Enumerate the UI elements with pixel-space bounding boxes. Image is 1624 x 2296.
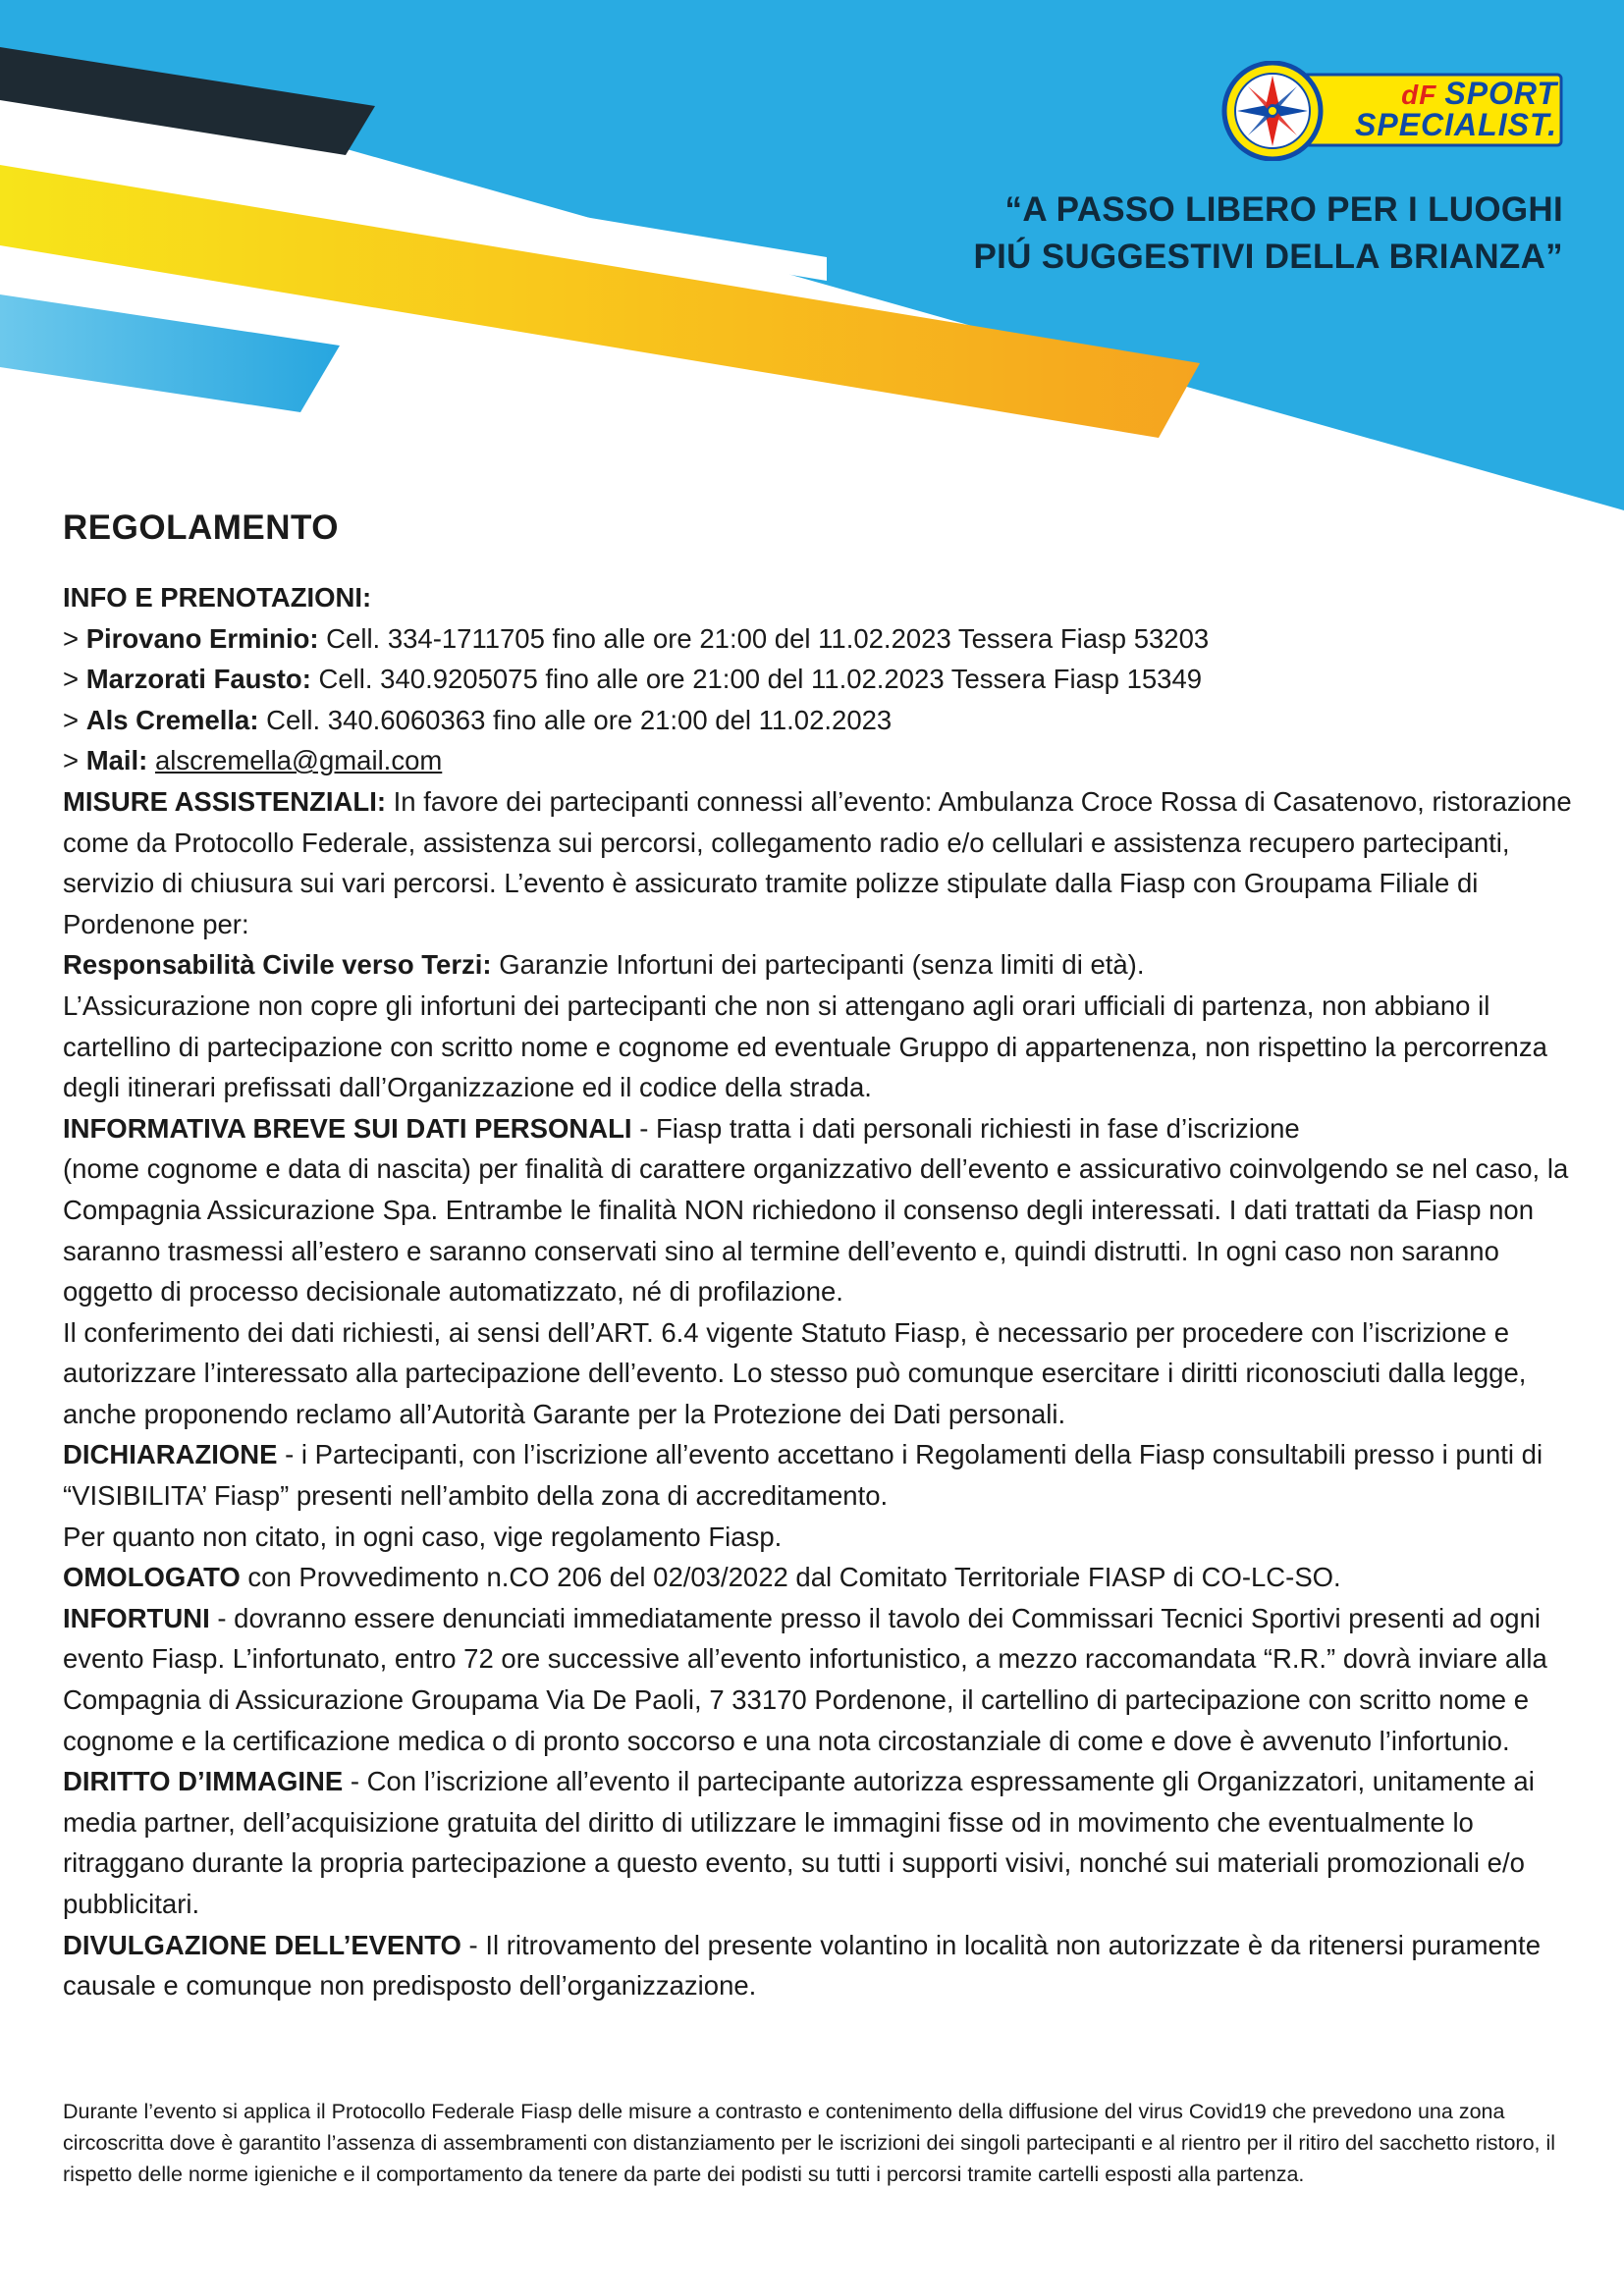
non-citato-paragraph: Per quanto non citato, in ogni caso, vige regolamento Fiasp. bbox=[63, 1521, 783, 1552]
assicurazione-paragraph: L’Assicurazione non copre gli infortuni dei partecipanti che non si attengano agli orari ufficiali di partenza, non abbiano il cartellino di partecipazione con scritto nome e cognome ed eventuale Gruppo di appartenenza, non rispettino la percorrenza degli itinerari prefissati dall’Organizzazione ed il codice della strada. bbox=[63, 989, 1547, 1103]
divulgazione-paragraph: DIVULGAZIONE DELL’EVENTO - Il ritrovamento del presente volantino in località non autorizzate è da ritenersi puramente causale e comunque non predisposto dell’organizzazione. bbox=[63, 1929, 1541, 2002]
dichiarazione-paragraph: DICHIARAZIONE - i Partecipanti, con l’iscrizione all’evento accettano i Regolamenti della Fiasp consultabili presso i punti di “VISIBILITA’ Fiasp” presenti nell’ambito della zona di accreditamento. bbox=[63, 1439, 1543, 1512]
slogan bbox=[817, 187, 1563, 281]
sport-specialist-logo bbox=[1216, 61, 1563, 161]
banner-lightblue-stripe bbox=[0, 294, 340, 412]
logo-line1: SPORT bbox=[1444, 76, 1557, 111]
informativa-paragraph-2: (nome cognome e data di nascita) per finalità di carattere organizzativo dell’evento e assicurativo coinvolgendo se nel caso, la Compagnia Assicurazione Spa. Entrambe le finalità NON richiedono il consenso degli interessati. I dati trattati da Fiasp non saranno trasmessi all’estero e saranno conservati sino al termine dell’evento e, quindi distrutti. In ogni caso non saranno oggetto di processo decisionale automatizzato, né di profilazione. bbox=[63, 1153, 1569, 1308]
contact-line: > Pirovano Erminio: Cell. 334-1711705 fino alle ore 21:00 del 11.02.2023 Tessera Fiasp 53203 bbox=[63, 622, 1210, 654]
mail-line: > Mail: alscremella@gmail.com bbox=[63, 745, 443, 776]
omologato-paragraph: OMOLOGATO con Provvedimento n.CO 206 del 02/03/2022 dal Comitato Territoriale FIASP di CO-LC-SO. bbox=[63, 1562, 1341, 1593]
slogan-line2: PIÚ SUGGESTIVI DELLA BRIANZA” bbox=[973, 238, 1563, 276]
responsabilita-paragraph: Responsabilità Civile verso Terzi: Garanzie Infortuni dei partecipanti (senza limiti di età). bbox=[63, 949, 1145, 981]
slogan-line1: “A PASSO LIBERO PER I LUOGHI bbox=[1004, 190, 1563, 229]
logo-line2: SPECIALIST. bbox=[1355, 107, 1557, 142]
page-title: REGOLAMENTO bbox=[63, 508, 339, 547]
mail-link[interactable]: alscremella@gmail.com bbox=[154, 745, 443, 776]
regulation-body bbox=[63, 577, 1575, 2006]
conferimento-paragraph: Il conferimento dei dati richiesti, ai sensi dell’ART. 6.4 vigente Statuto Fiasp, è necessario per procedere con l’iscrizione e autorizzare l’interessato alla partecipazione dell’evento. Lo stesso può comunque esercitare i diritti riconosciuti dalla legge, anche proponendo reclamo all’Autorità Garante per la Protezione dei Dati personali. bbox=[63, 1316, 1527, 1429]
diritto-immagine-paragraph: DIRITTO D’IMMAGINE - Con l’iscrizione all’evento il partecipante autorizza espressamente gli Organizzatori, unitamente ai media partner, dell’acquisizione gratuita del diritto di utilizzare le immagini fisse od in movimento che eventualmente lo ritraggano durante la propria partecipazione a questo evento, su tutti i supporti visivi, nonché sui materiali promozionali e/o pubblicitari. bbox=[63, 1766, 1535, 1919]
contact-line: > Als Cremella: Cell. 340.6060363 fino alle ore 21:00 del 11.02.2023 bbox=[63, 704, 893, 735]
infortuni-paragraph: INFORTUNI - dovranno essere denunciati immediatamente presso il tavolo dei Commissari Tecnici Sportivi presenti ad ogni evento Fiasp. L’infortunato, entro 72 ore successive all’evento infortunistico, a mezzo raccomandata “R.R.” dovrà inviare alla Compagnia di Assicurazione Groupama Via De Paoli, 7 33170 Pordenone, il cartellino di partecipazione con scritto nome e cognome e la certificazione medica o di pronto soccorso e una nota circostanziale di come e dove è avvenuto l’infortunio. bbox=[63, 1602, 1547, 1756]
regulation-content bbox=[63, 508, 1575, 2006]
logo-df: dF bbox=[1401, 80, 1437, 110]
informativa-paragraph: INFORMATIVA BREVE SUI DATI PERSONALI - Fiasp tratta i dati personali richiesti in fase d’iscrizione bbox=[63, 1112, 1300, 1144]
contact-line: > Marzorati Fausto: Cell. 340.9205075 fino alle ore 21:00 del 11.02.2023 Tessera Fiasp 15349 bbox=[63, 664, 1203, 695]
misure-paragraph: MISURE ASSISTENZIALI: In favore dei partecipanti connessi all’evento: Ambulanza Croce Rossa di Casatenovo, ristorazione come da Protocollo Federale, assistenza sui percorsi, collegamento radio e/o cellulari e assistenza recupero partecipanti, servizio di chiusura sui vari percorsi. L’evento è assicurato tramite polizze stipulate dalla Fiasp con Groupama Filiale di Pordenone per: bbox=[63, 785, 1572, 939]
info-heading: INFO E PRENOTAZIONI: bbox=[63, 582, 372, 613]
covid-note: Durante l’evento si applica il Protocollo Federale Fiasp delle misure a contrasto e contenimento della diffusione del virus Covid19 che prevedono una zona circoscritta dove è garantito l’assenza di assembramenti con distanziamento per le iscrizioni dei singoli partecipanti e al rientro per il ritiro del sacchetto ristoro, il rispetto delle norme igieniche e il comportamento da tenere da parte dei podisti su tutti i percorsi tramite cartelli esposti alla partenza. bbox=[63, 2100, 1556, 2186]
